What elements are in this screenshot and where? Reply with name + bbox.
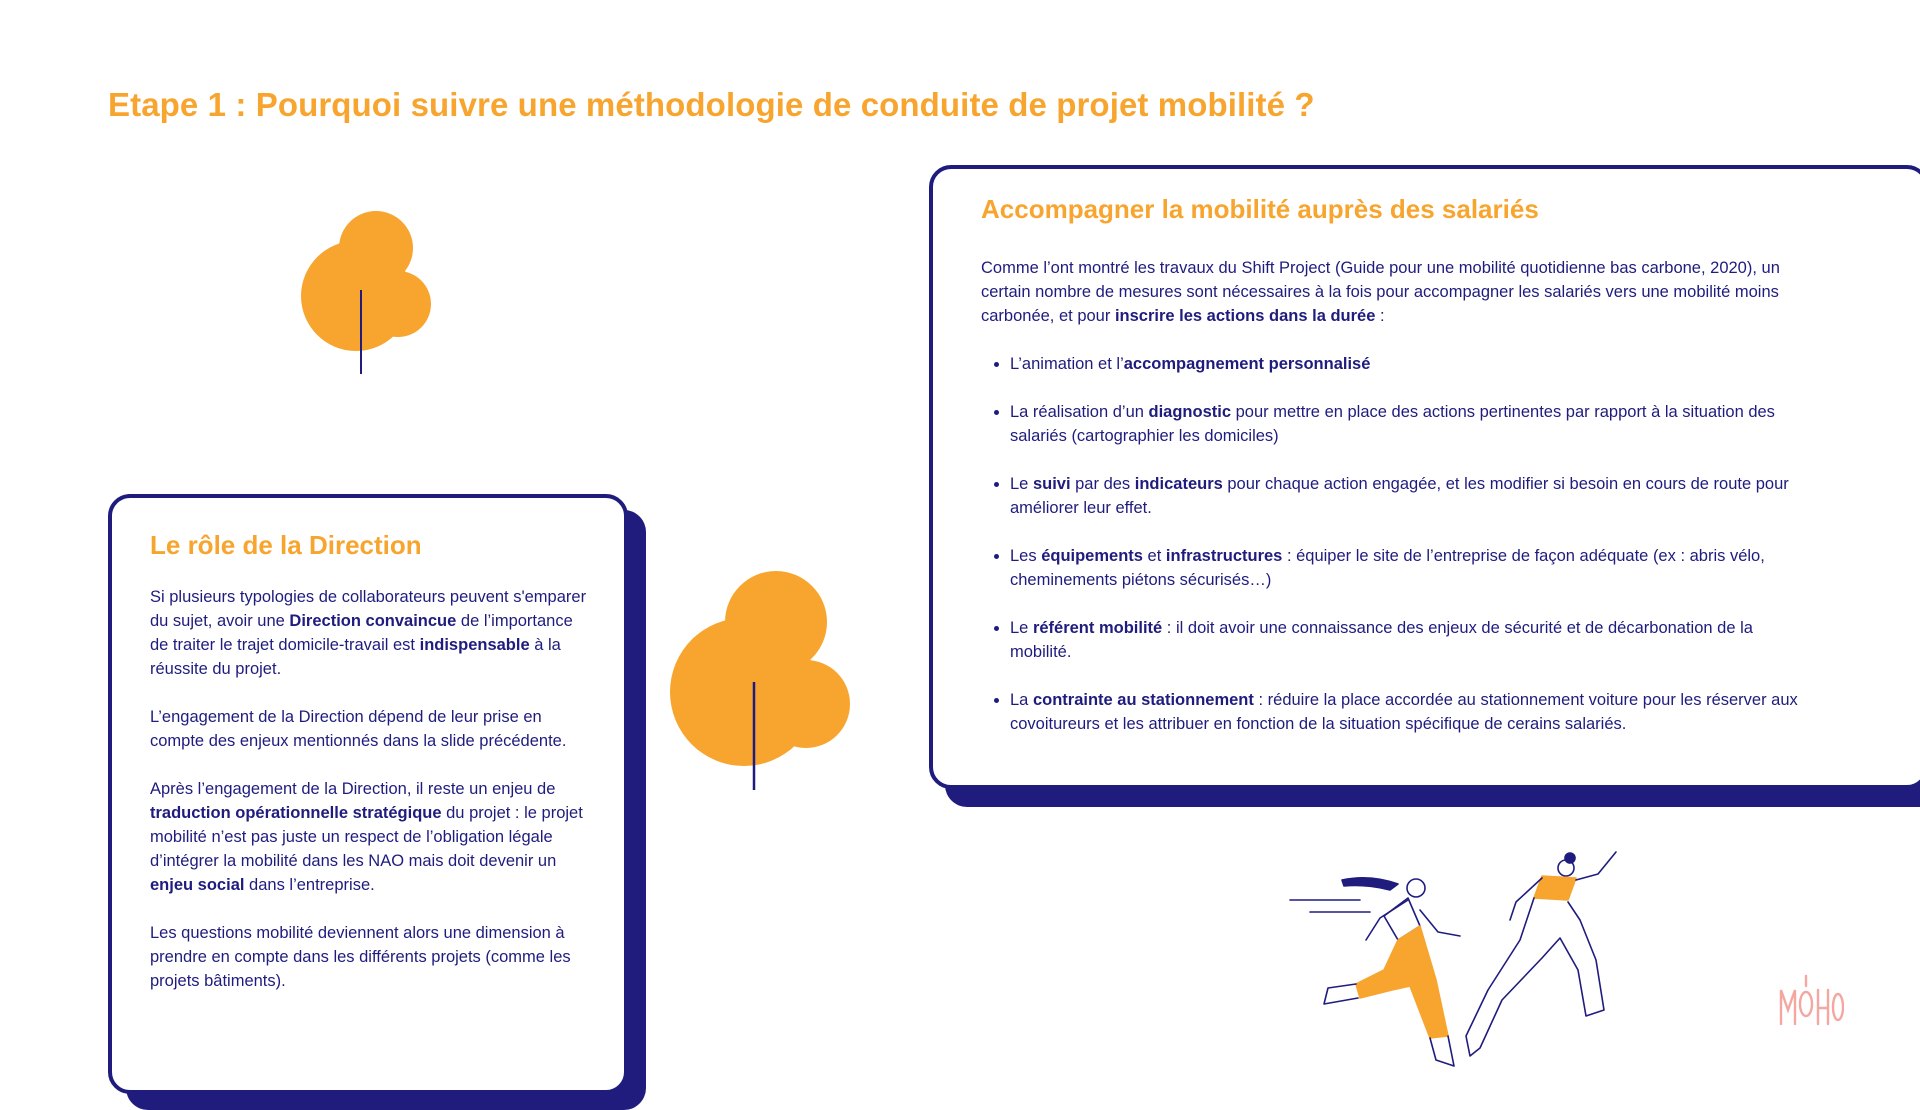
body-text: : il doit avoir une connaissance des enjeux de sécurité et de décarbonation de la mobilité.	[1010, 619, 1753, 661]
list-item	[1010, 688, 1811, 736]
body-text: dans l’entreprise.	[244, 876, 375, 894]
direction-role-paragraph	[150, 705, 590, 753]
list-item	[1010, 352, 1811, 376]
emphasis-text: traduction opérationnelle stratégique	[150, 804, 442, 822]
page-title: Etape 1 : Pourquoi suivre une méthodologie de conduite de projet mobilité ?	[108, 86, 1315, 123]
body-text: : équiper le site de l’entreprise de façon adéquate (ex : abris vélo, cheminements piétons sécurisés…)	[1010, 547, 1765, 589]
direction-role-paragraph	[150, 585, 590, 681]
body-text: Les questions mobilité deviennent alors une dimension à prendre en compte dans les différents projets (comme les projets bâtiments).	[150, 924, 571, 990]
body-text: :	[1375, 307, 1385, 325]
tree-icon	[670, 570, 860, 792]
emphasis-text: infrastructures	[1165, 547, 1283, 565]
body-text: du projet : le projet mobilité n’est pas juste un respect de l’obligation légale d’intégrer la mobilité dans les NAO mais doit devenir un	[150, 804, 583, 870]
emphasis-text: indicateurs	[1134, 475, 1223, 493]
body-text: Les	[1010, 547, 1042, 565]
body-text: et	[1142, 547, 1166, 565]
body-text: Après l’engagement de la Direction, il reste un enjeu de	[150, 780, 556, 798]
emphasis-text: enjeu social	[150, 876, 245, 894]
list-item	[1010, 472, 1811, 520]
emphasis-text: diagnostic	[1148, 403, 1232, 421]
body-text: de l’importance de traiter le trajet domicile-travail est	[150, 612, 573, 654]
emphasis-text: indispensable	[419, 636, 530, 654]
emphasis-text: équipements	[1041, 547, 1143, 565]
direction-role-card	[108, 494, 648, 1094]
body-text: L’engagement de la Direction dépend de leur prise en compte des enjeux mentionnés dans la slide précédente.	[150, 708, 567, 750]
body-text: Le	[1010, 619, 1033, 637]
body-text: pour chaque action engagée, et les modifier si besoin en cours de route pour améliorer leur effet.	[1010, 475, 1789, 517]
body-text: L’animation et l’	[1010, 355, 1124, 373]
body-text: Comme l’ont montré les travaux du Shift Project (Guide pour une mobilité quotidienne bas carbone, 2020), un certain nombre de mesures sont nécessaires à la fois pour accompagner les salariés vers une mobilité moins carbonée, et pour	[981, 259, 1780, 325]
direction-role-text	[150, 585, 590, 1017]
runners-illustration	[1280, 840, 1640, 1080]
emphasis-text: Direction convaincue	[289, 612, 457, 630]
emphasis-text: inscrire les actions dans la durée	[1114, 307, 1376, 325]
mobility-support-card	[929, 165, 1920, 815]
mobility-support-heading: Accompagner la mobilité auprès des salariés	[981, 194, 1539, 224]
direction-role-paragraph	[150, 921, 590, 993]
list-item	[1010, 544, 1811, 592]
emphasis-text: suivi	[1032, 475, 1071, 493]
list-item	[1010, 400, 1811, 448]
tree-icon	[300, 208, 436, 378]
body-text: La réalisation d’un	[1010, 403, 1149, 421]
moho-logo	[1778, 968, 1844, 1033]
body-text: par des	[1070, 475, 1135, 493]
body-text: La	[1010, 691, 1033, 709]
direction-role-heading: Le rôle de la Direction	[150, 530, 422, 560]
mobility-support-intro	[981, 256, 1811, 328]
direction-role-paragraph	[150, 777, 590, 897]
body-text: Si plusieurs typologies de collaborateurs peuvent s'emparer du sujet, avoir une	[150, 588, 587, 630]
body-text: Le	[1010, 475, 1033, 493]
emphasis-text: accompagnement personnalisé	[1123, 355, 1371, 373]
body-text: : réduire la place accordée au stationnement voiture pour les réserver aux covoitureurs et les attribuer en fonction de la situation spécifique de cerains salariés.	[1010, 691, 1798, 733]
emphasis-text: contrainte au stationnement	[1032, 691, 1254, 709]
emphasis-text: référent mobilité	[1032, 619, 1163, 637]
list-item	[1010, 616, 1811, 664]
mobility-measures-list	[981, 352, 1811, 736]
body-text: à la réussite du projet.	[150, 636, 561, 678]
body-text: pour mettre en place des actions pertinentes par rapport à la situation des salariés (cartographier les domiciles)	[1010, 403, 1775, 445]
